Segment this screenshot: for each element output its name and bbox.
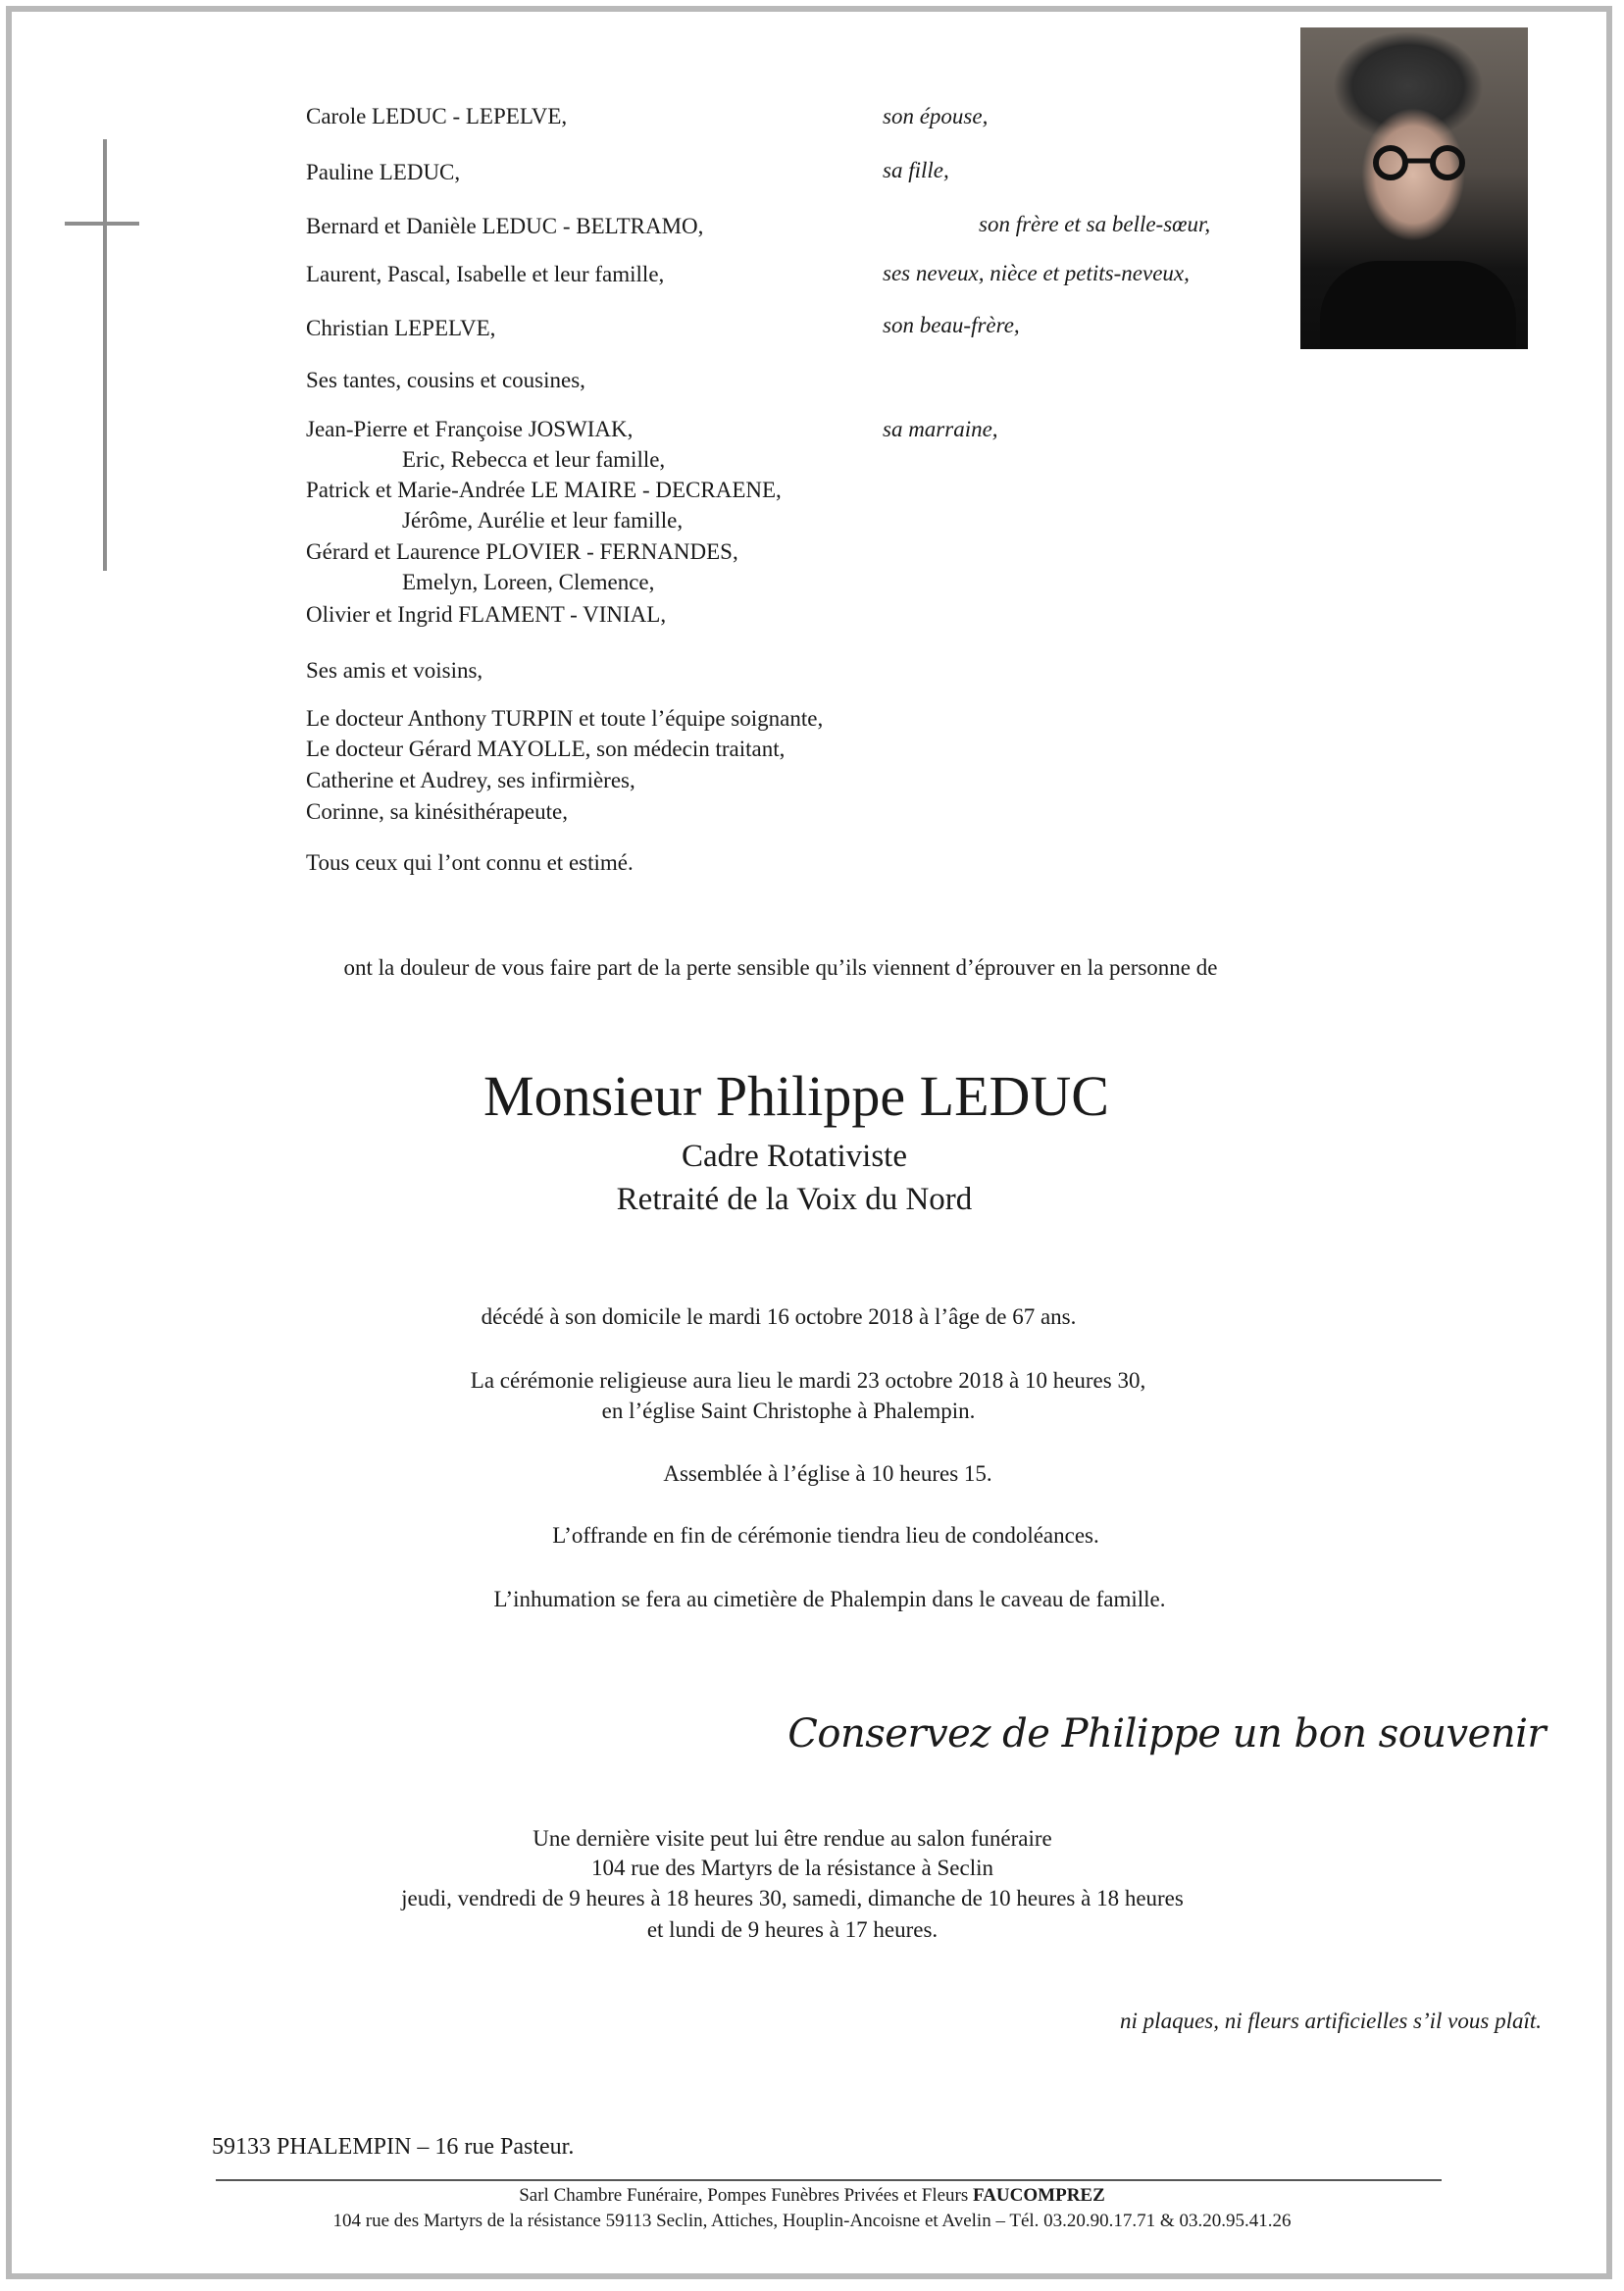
family-address: 59133 PHALEMPIN – 16 rue Pasteur. [212,2134,575,2160]
deceased-title: Retraité de la Voix du Nord [616,1182,973,1217]
funeral-home-contact: 104 rue des Martyrs de la résistance 59113 Seclin, Attiches, Houplin-Ancoisne et Avelin – Tél. 03.20.90.17.71 & 03.20.95.41.26 [332,2211,1292,2231]
family-relation: sa marraine, [883,417,998,441]
family-relation: sa fille, [883,158,949,182]
family-relation: son frère et sa belle-sœur, [979,212,1211,236]
family-name: Carole LEDUC - LEPELVE, [306,104,568,128]
cousin-line: Patrick et Marie-Andrée LE MAIRE - DECRAENE, [306,478,782,502]
cousin-line: Gérard et Laurence PLOVIER - FERNANDES, [306,539,738,564]
souvenir-line: Conservez de Philippe un bon souvenir [787,1711,1546,1756]
glasses-icon [1361,145,1479,180]
deceased-title: Cadre Rotativiste [681,1139,908,1174]
cousin-line: Eric, Rebecca et leur famille, [402,447,666,472]
funeral-home-line [0,2185,1624,2207]
visit-line: et lundi de 9 heures à 17 heures. [646,1917,939,1942]
care-line: Le docteur Anthony TURPIN et toute l’équipe soignante, [306,706,824,731]
visit-line: Une dernière visite peut lui être rendue au salon funéraire [533,1826,1052,1851]
family-name: Bernard et Danièle LEDUC - BELTRAMO, [306,214,704,238]
visit-line: jeudi, vendredi de 9 heures à 18 heures 30, samedi, dimanche de 10 heures à 18 heures [401,1886,1184,1910]
family-name: Pauline LEDUC, [306,160,461,184]
burial-line: L’inhumation se fera au cimetière de Phalempin dans le caveau de famille. [493,1587,1166,1611]
assembly-line: Assemblée à l’église à 10 heures 15. [663,1461,992,1486]
cousin-line: Jérôme, Aurélie et leur famille, [402,508,684,533]
announcement: ont la douleur de vous faire part de la perte sensible qu’ils viennent d’éprouver en la personne de [343,955,1218,980]
deceased-name: Monsieur Philippe LEDUC [483,1064,1109,1128]
funeral-home-brand: FAUCOMPREZ [973,2185,1105,2206]
ceremony-line: La cérémonie religieuse aura lieu le mardi 23 octobre 2018 à 10 heures 30, [470,1368,1146,1393]
no-flowers-note: ni plaques, ni fleurs artificielles s’il vous plaît. [1120,2009,1542,2033]
ceremony-line: en l’église Saint Christophe à Phalempin. [601,1399,976,1423]
care-line: Corinne, sa kinésithérapeute, [306,799,568,824]
family-name: Jean-Pierre et Françoise JOSWIAK, [306,417,634,441]
family-name: Ses tantes, cousins et cousines, [306,368,585,392]
family-relation: son beau-frère, [883,313,1020,337]
cousin-line: Olivier et Ingrid FLAMENT - VINIAL, [306,602,667,627]
care-line: Le docteur Gérard MAYOLLE, son médecin traitant, [306,737,786,761]
care-line: Catherine et Audrey, ses infirmières, [306,768,635,792]
cousin-line: Emelyn, Loreen, Clemence, [402,570,655,594]
friends-line: Ses amis et voisins, [306,658,483,683]
death-line: décédé à son domicile le mardi 16 octobre 2018 à l’âge de 67 ans. [481,1304,1077,1329]
divider [216,2179,1442,2181]
family-relation: son épouse, [883,104,989,128]
family-relation: ses neveux, nièce et petits-neveux, [883,261,1190,285]
portrait-photo [1300,27,1528,349]
family-name: Christian LEPELVE, [306,316,496,340]
all-known-line: Tous ceux qui l’ont connu et estimé. [306,850,634,875]
family-name: Laurent, Pascal, Isabelle et leur famille, [306,262,665,286]
visit-line: 104 rue des Martyrs de la résistance à Seclin [590,1856,994,1880]
funeral-home-text: Sarl Chambre Funéraire, Pompes Funèbres Privées et Fleurs [519,2185,974,2206]
offering-line: L’offrande en fin de cérémonie tiendra lieu de condoléances. [552,1523,1099,1548]
